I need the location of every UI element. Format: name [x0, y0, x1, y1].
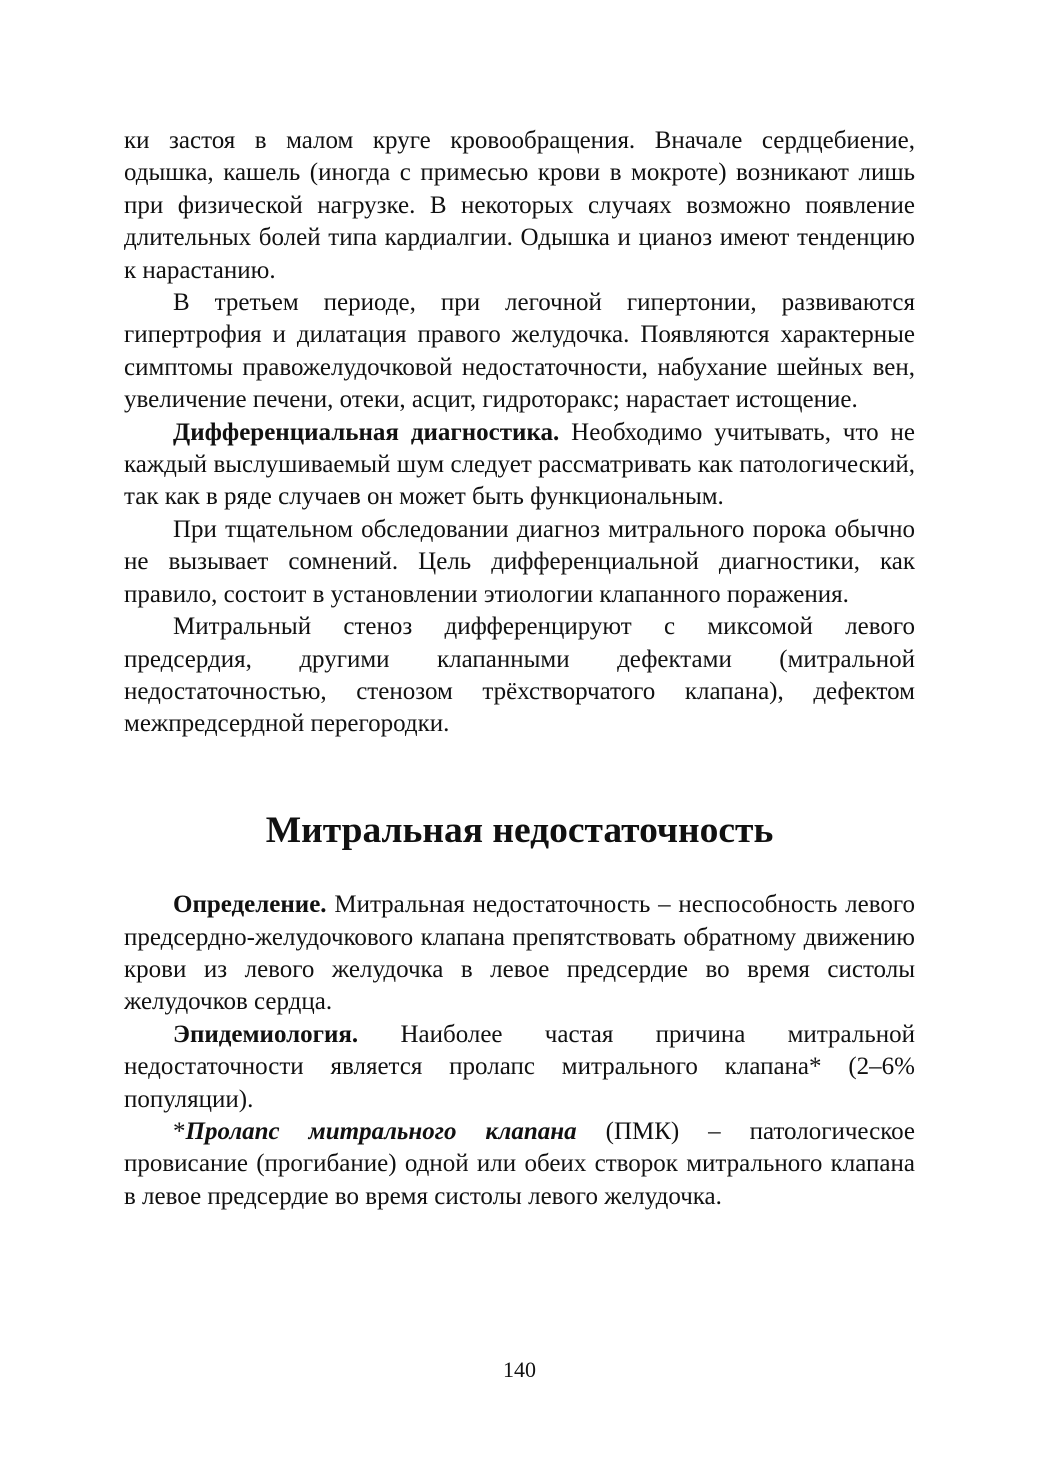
term-definition: Определение.	[173, 891, 327, 919]
paragraph-mitral-stenosis-text: Митральный стеноз дифференцируют с миксомой левого предсердия, другими клапанными дефектами (митральной недостаточностью, стенозом трёхстворчатого клапана), дефектом межпредсердной перегородки.	[124, 613, 915, 738]
paragraph-prolapse	[124, 1116, 915, 1213]
paragraph-stagnation-text: ки застоя в малом круге кровообращения. Вначале сердцебиение, одышка, кашель (иногда с примесью крови в мокроте) возникают лишь при физической нагрузке. В некоторых случаях возможно появление длительных болей типа кардиалгии. Одышка и цианоз имеют тенденцию к нарастанию.	[124, 127, 915, 284]
paragraph-epidemiology-text: Наиболее частая причина митральной недостаточности является пролапс митрального клапана* (2–6% популяции).	[124, 1020, 915, 1113]
section-heading: Митральная недостаточность	[265, 809, 774, 851]
footnote-asterisk: *	[173, 1117, 186, 1145]
term-differential-diagnosis: Дифференциальная диагностика.	[173, 418, 560, 446]
paragraph-careful-examination	[124, 514, 915, 611]
paragraph-epidemiology	[124, 1019, 915, 1116]
paragraph-careful-examination-text: При тщательном обследовании диагноз митрального порока обычно не вызывает сомнений. Цель дифференциальной диагностики, как правило, состоит в установлении этиологии клапанного поражения.	[124, 515, 915, 608]
paragraph-definition	[124, 889, 915, 1019]
term-epidemiology: Эпидемиология.	[173, 1020, 359, 1048]
paragraph-differential-diagnosis-text: Необходимо учитывать, что не каждый выслушиваемый шум следует рассматривать как патологический, так как в ряде случаев он может быть функциональным.	[124, 418, 915, 511]
term-prolapse: Пролапс митрального клапана	[185, 1117, 577, 1145]
page-number: 140	[503, 1357, 536, 1382]
paragraph-definition-text: Митральная недостаточность – неспособность левого предсердно-желудочкового клапана препятствовать обратному движению крови из левого желудочка в левое предсердие во время систолы желудочков сердца.	[124, 891, 915, 1016]
paragraph-differential-diagnosis	[124, 417, 915, 514]
paragraph-third-period-text: В третьем периоде, при легочной гипертонии, развиваются гипертрофия и дилатация правого желудочка. Появляются характерные симптомы правожелудочковой недостаточности, набухание шейных вен, увеличение печени, отеки, асцит, гидроторакс; нарастает истощение.	[124, 289, 915, 414]
paragraph-mitral-stenosis	[124, 611, 915, 741]
paragraph-prolapse-text: (ПМК) – патологическое провисание (прогибание) одной или обеих створок митрального клапана в левое предсердие во время систолы левого желудочка.	[124, 1117, 915, 1210]
paragraph-third-period	[124, 287, 915, 417]
page-body	[124, 125, 915, 1213]
paragraph-stagnation	[124, 125, 915, 287]
